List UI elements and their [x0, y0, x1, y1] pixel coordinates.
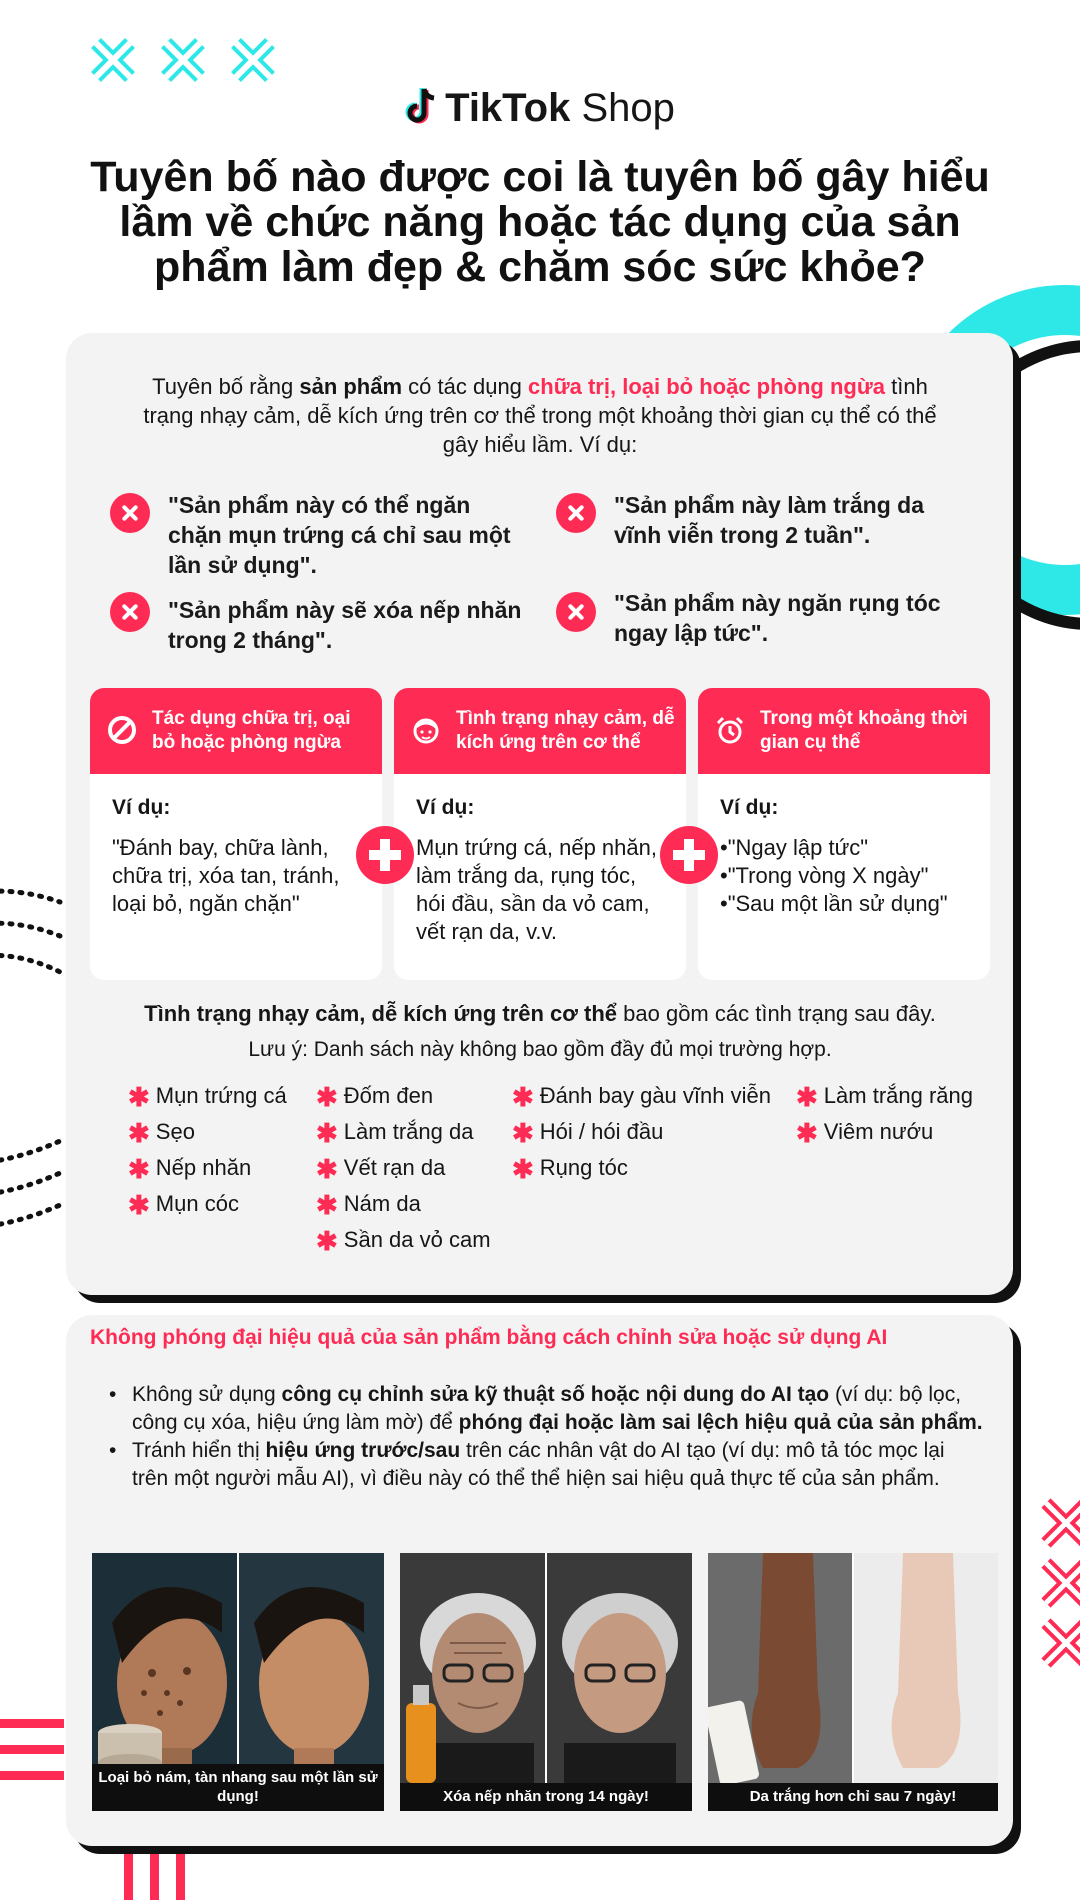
claim-2: "Sản phẩm này làm trắng da vĩnh viễn trong 2 tuần". [614, 492, 924, 548]
dotted-arc-decoration [0, 880, 70, 990]
asterisk-icon: ✱ [128, 1190, 150, 1220]
card-title: Tình trạng nhạy cảm, dễ kích ứng trên cơ thể [456, 708, 675, 753]
x-circle-icon [110, 493, 150, 533]
list-item: ✱ Vết rạn da [316, 1154, 446, 1184]
conditions-column-2 [316, 1078, 491, 1258]
conditions-note: Lưu ý: Danh sách này không bao gồm đầy đủ mọi trường hợp. [248, 1038, 832, 1061]
page-title: Tuyên bố nào được coi là tuyên bố gây hiểu lầm về chức năng hoặc tác dụng của sản phẩm làm đẹp & chăm sóc sức khỏe? [90, 153, 990, 291]
x-circle-icon [556, 493, 596, 533]
intro-text: Tuyên bố rằng sản phẩm có tác dụng chữa trị, loại bỏ hoặc phòng ngừa tình trạng nhạy cảm, dễ kích ứng trên cơ thể trong một khoảng thời gian cụ thể có thể gây hiểu lầm. Ví dụ: [143, 374, 937, 457]
plus-icon [356, 826, 414, 884]
alarm-clock-icon [714, 714, 746, 746]
face-mask-icon [410, 714, 442, 746]
x-circle-icon [110, 592, 150, 632]
list-item: • "Trong vòng X ngày" [720, 862, 968, 890]
example-label: Ví dụ: [720, 796, 779, 819]
list-item: • "Ngay lập tức" [720, 834, 968, 862]
list-item: ✱ Hói / hói đầu [512, 1118, 664, 1148]
logo-shop: Shop [581, 86, 675, 130]
example-label: Ví dụ: [112, 796, 171, 819]
bullet-2: • Tránh hiển thị hiệu ứng trước/sau trên các nhân vật do AI tạo (ví dụ: mô tả tóc mọc lại trên một người mẫu AI), vì điều này có thể thể hiện sai hiệu quả thực tế của sản phẩm. [105, 1437, 985, 1493]
red-bars-bottom-decoration [122, 1846, 192, 1900]
conditions-column-4 [796, 1078, 973, 1150]
before-after-wrinkles-illustration [400, 1553, 692, 1811]
list-item: ✱ Sần da vỏ cam [316, 1226, 491, 1256]
red-bars-left-decoration [0, 1715, 66, 1785]
card-body-text: Mụn trứng cá, nếp nhăn, làm trắng da, rụng tóc, hói đầu, sần da vỏ cam, vết rạn da, v.v. [416, 835, 657, 944]
logo-brand: TikTok [445, 86, 571, 130]
photo-caption: Da trắng hơn chỉ sau 7 ngày! [708, 1783, 998, 1811]
time-examples-list [720, 834, 968, 918]
claim-3: "Sản phẩm này sẽ xóa nếp nhăn trong 2 tháng". [168, 597, 522, 653]
list-item: ✱ Làm trắng răng [796, 1082, 973, 1112]
ai-bullets [105, 1381, 985, 1493]
conditions-column-3 [512, 1078, 771, 1186]
asterisk-icon: ✱ [796, 1118, 818, 1148]
asterisk-icon: ✱ [316, 1226, 338, 1256]
card-body-text: "Đánh bay, chữa lành, chữa trị, xóa tan, tránh, loại bỏ, ngăn chặn" [112, 835, 340, 916]
claim-4: "Sản phẩm này ngăn rụng tóc ngay lập tức". [614, 590, 941, 646]
list-item: ✱ Đốm đen [316, 1082, 434, 1112]
list-item: ✱ Mụn cóc [128, 1190, 239, 1220]
asterisk-icon: ✱ [316, 1190, 338, 1220]
card-sensitive-condition [394, 688, 686, 980]
list-item: ✱ Mụn trứng cá [128, 1082, 287, 1112]
asterisk-icon: ✱ [796, 1082, 818, 1112]
asterisk-icon: ✱ [512, 1154, 534, 1184]
tiktok-shop-logo [0, 86, 1080, 131]
asterisk-icon: ✱ [316, 1082, 338, 1112]
list-item: ✱ Rụng tóc [512, 1154, 628, 1184]
example-label: Ví dụ: [416, 796, 475, 819]
before-after-arm-illustration [708, 1553, 998, 1811]
example-photo-wrinkles [400, 1553, 692, 1811]
ai-section-title: Không phóng đại hiệu quả của sản phẩm bằng cách chỉnh sửa hoặc sử dụng AI [90, 1326, 888, 1349]
plus-icon [660, 826, 718, 884]
asterisk-icon: ✱ [316, 1154, 338, 1184]
example-photo-skin [92, 1553, 384, 1811]
list-item: ✱ Làm trắng da [316, 1118, 474, 1148]
asterisk-icon: ✱ [128, 1118, 150, 1148]
list-item: ✱ Sẹo [128, 1118, 195, 1148]
asterisk-icon: ✱ [316, 1118, 338, 1148]
list-item: ✱ Viêm nướu [796, 1118, 934, 1148]
card-title: Tác dụng chữa trị, oại bỏ hoặc phòng ngừa [152, 708, 351, 753]
example-photo-whitening [708, 1553, 998, 1811]
bullet-1: • Không sử dụng công cụ chỉnh sửa kỹ thuật số hoặc nội dung do AI tạo (ví dụ: bộ lọc, công cụ xóa, hiệu ứng làm mờ) để phóng đại hoặc làm sai lệch hiệu quả của sản phẩm. [105, 1381, 985, 1437]
list-item: • "Sau một lần sử dụng" [720, 890, 968, 918]
photo-caption: Xóa nếp nhăn trong 14 ngày! [400, 1783, 692, 1811]
card-time-period [698, 688, 990, 980]
card-treatment [90, 688, 382, 980]
conditions-column-1 [128, 1078, 287, 1222]
conditions-title: Tình trạng nhạy cảm, dễ kích ứng trên cơ thể bao gồm các tình trạng sau đây. [144, 1001, 936, 1026]
list-item: ✱ Nám da [316, 1190, 421, 1220]
asterisk-icon: ✱ [512, 1118, 534, 1148]
asterisk-icon: ✱ [128, 1154, 150, 1184]
prohibited-icon [106, 714, 138, 746]
dotted-arc-decoration-2 [0, 1135, 70, 1245]
x-circle-icon [556, 592, 596, 632]
card-title: Trong một khoảng thời gian cụ thể [760, 708, 968, 753]
teal-x-decoration [88, 35, 288, 90]
list-item: ✱ Đánh bay gàu vĩnh viễn [512, 1082, 771, 1112]
asterisk-icon: ✱ [128, 1082, 150, 1112]
claim-1: "Sản phẩm này có thể ngăn chặn mụn trứng cá chỉ sau một lần sử dụng". [168, 492, 511, 578]
tiktok-note-icon [405, 87, 439, 127]
list-item: ✱ Nếp nhăn [128, 1154, 252, 1184]
pink-x-decoration [1040, 1495, 1080, 1685]
asterisk-icon: ✱ [512, 1082, 534, 1112]
photo-caption: Loại bỏ nám, tàn nhang sau một lần sử dụng! [92, 1764, 384, 1811]
